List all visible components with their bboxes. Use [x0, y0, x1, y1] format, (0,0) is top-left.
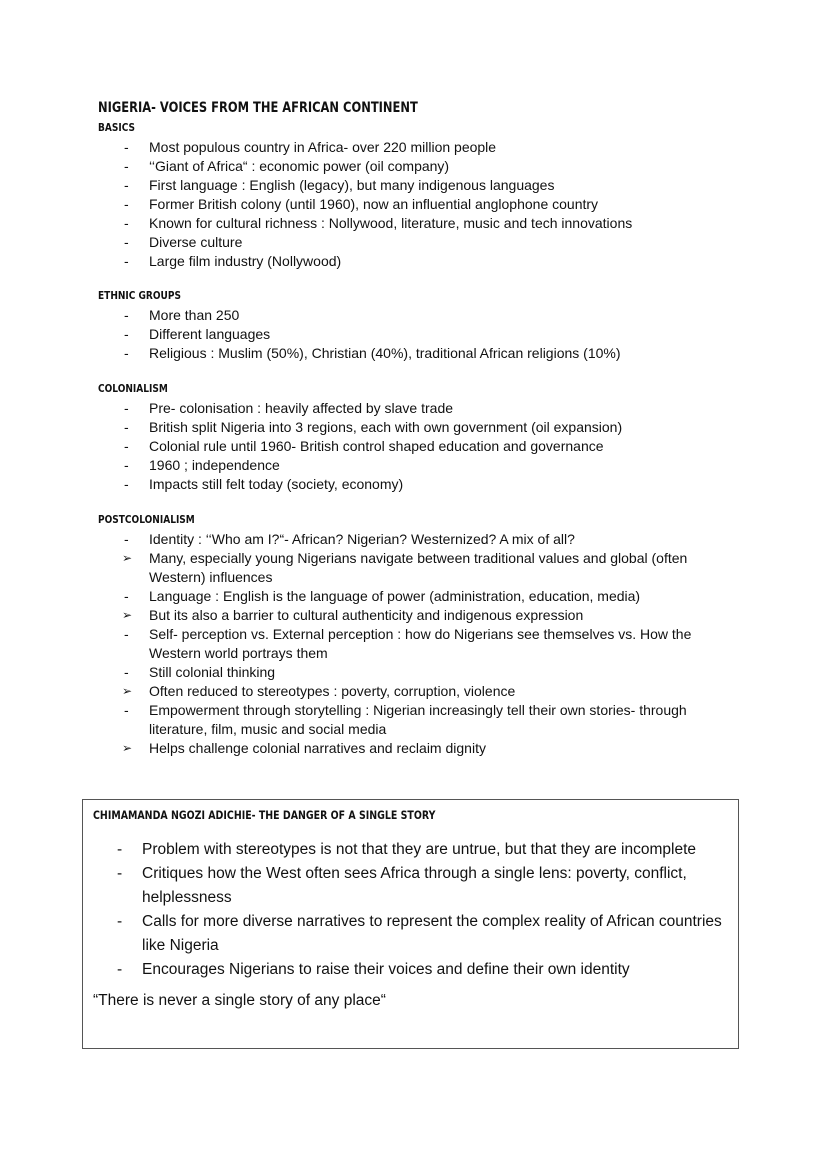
item-text: Former British colony (until 1960), now an influential anglophone country [149, 196, 599, 212]
dash-bullet: - [124, 457, 129, 473]
section-heading: COLONIALISM [98, 382, 168, 395]
dash-bullet: - [124, 438, 129, 454]
dash-bullet: - [124, 215, 129, 231]
item-text: Encourages Nigerians to raise their voices and define their own identity [142, 961, 630, 978]
item-text: Empowerment through storytelling : Nigerian increasingly tell their own stories- through literature, film, music and social media [149, 702, 687, 737]
item-text: Colonial rule until 1960- British control shaped education and governance [149, 438, 604, 454]
list-item [0, 138, 729, 157]
item-text: First language : English (legacy), but many indigenous languages [149, 177, 555, 193]
dash-bullet: - [124, 531, 129, 547]
item-text: Religious : Muslim (50%), Christian (40%), traditional African religions (10%) [149, 345, 621, 361]
bullet: - [117, 865, 123, 882]
item-text: British split Nigeria into 3 regions, each with own government (oil expansion) [149, 419, 623, 435]
list-item [0, 475, 729, 494]
dash-bullet: - [124, 139, 129, 155]
arrow-bullet-icon: ➢ [122, 684, 133, 698]
list-item [83, 910, 722, 958]
item-text: Large film industry (Nollywood) [149, 253, 342, 269]
dash-bullet: - [124, 400, 129, 416]
section-list [0, 306, 729, 363]
arrow-bullet-icon: ➢ [122, 741, 133, 755]
list-item [83, 862, 722, 910]
item-text: ‘‘Giant of Africa“ : economic power (oil company) [149, 158, 450, 174]
dash-bullet: - [124, 326, 129, 342]
item-text: Self- perception vs. External perception : how do Nigerians see themselves vs. How the Western world portrays them [149, 626, 692, 661]
list-item [83, 838, 722, 862]
list-item [0, 157, 729, 176]
section-list [0, 530, 729, 758]
list-item [0, 663, 729, 682]
dash-bullet: - [124, 476, 129, 492]
dash-bullet: - [124, 177, 129, 193]
item-text: Helps challenge colonial narratives and reclaim dignity [149, 740, 486, 756]
list-item [0, 176, 729, 195]
item-text: Critiques how the West often sees Africa through a single lens: poverty, conflict, helplessness [142, 865, 687, 906]
section-list [0, 399, 729, 494]
item-text: 1960 ; independence [149, 457, 280, 473]
arrow-bullet-icon: ➢ [122, 551, 133, 565]
dash-bullet: - [124, 345, 129, 361]
item-text: Identity : ‘‘Who am I?“- African? Nigerian? Westernized? A mix of all? [149, 531, 575, 547]
dash-bullet: - [124, 664, 129, 680]
box-title: CHIMAMANDA NGOZI ADICHIE- THE DANGER OF A SINGLE STORY [93, 808, 436, 822]
box-list [83, 838, 722, 982]
list-item [0, 606, 729, 625]
section-list [0, 138, 729, 271]
item-text: Most populous country in Africa- over 220 million people [149, 139, 497, 155]
dash-bullet: - [124, 196, 129, 212]
dash-bullet: - [124, 307, 129, 323]
section-heading: BASICS [98, 121, 136, 134]
list-item [0, 549, 729, 587]
dash-bullet: - [124, 588, 129, 604]
list-item [0, 456, 729, 475]
list-item [0, 437, 729, 456]
item-text: Diverse culture [149, 234, 243, 250]
list-item [0, 530, 729, 549]
list-item [0, 233, 729, 252]
list-item [0, 701, 729, 739]
page-title: NIGERIA- VOICES FROM THE AFRICAN CONTINENT [98, 100, 418, 116]
dash-bullet: - [124, 702, 129, 718]
section-heading: ETHNIC GROUPS [98, 289, 181, 302]
bullet: - [117, 961, 123, 978]
list-item [0, 418, 729, 437]
list-item [0, 306, 729, 325]
item-text: Many, especially young Nigerians navigate between traditional values and global (often Western) influences [149, 550, 688, 585]
item-text: Impacts still felt today (society, economy) [149, 476, 404, 492]
dash-bullet: - [124, 253, 129, 269]
quote: “There is never a single story of any place“ [93, 992, 386, 1009]
list-item [0, 325, 729, 344]
item-text: More than 250 [149, 307, 240, 323]
list-item [0, 587, 729, 606]
item-text: Pre- colonisation : heavily affected by slave trade [149, 400, 454, 416]
item-text: Different languages [149, 326, 271, 342]
bullet: - [117, 913, 123, 930]
list-item [0, 252, 729, 271]
item-text: Known for cultural richness : Nollywood, literature, music and tech innovations [149, 215, 633, 231]
item-text: Calls for more diverse narratives to represent the complex reality of African countries like Nigeria [142, 913, 722, 954]
dash-bullet: - [124, 234, 129, 250]
list-item [0, 399, 729, 418]
list-item [83, 958, 722, 982]
list-item [0, 195, 729, 214]
item-text: But its also a barrier to cultural authenticity and indigenous expression [149, 607, 584, 623]
dash-bullet: - [124, 419, 129, 435]
dash-bullet: - [124, 626, 129, 642]
arrow-bullet-icon: ➢ [122, 608, 133, 622]
list-item [0, 625, 729, 663]
adichie-box [82, 799, 739, 1049]
item-text: Language : English is the language of power (administration, education, media) [149, 588, 641, 604]
list-item [0, 739, 729, 758]
item-text: Problem with stereotypes is not that they are untrue, but that they are incomplete [142, 841, 696, 858]
dash-bullet: - [124, 158, 129, 174]
list-item [0, 682, 729, 701]
item-text: Often reduced to stereotypes : poverty, corruption, violence [149, 683, 516, 699]
list-item [0, 344, 729, 363]
item-text: Still colonial thinking [149, 664, 276, 680]
bullet: - [117, 841, 123, 858]
section-heading: POSTCOLONIALISM [98, 513, 195, 526]
list-item [0, 214, 729, 233]
